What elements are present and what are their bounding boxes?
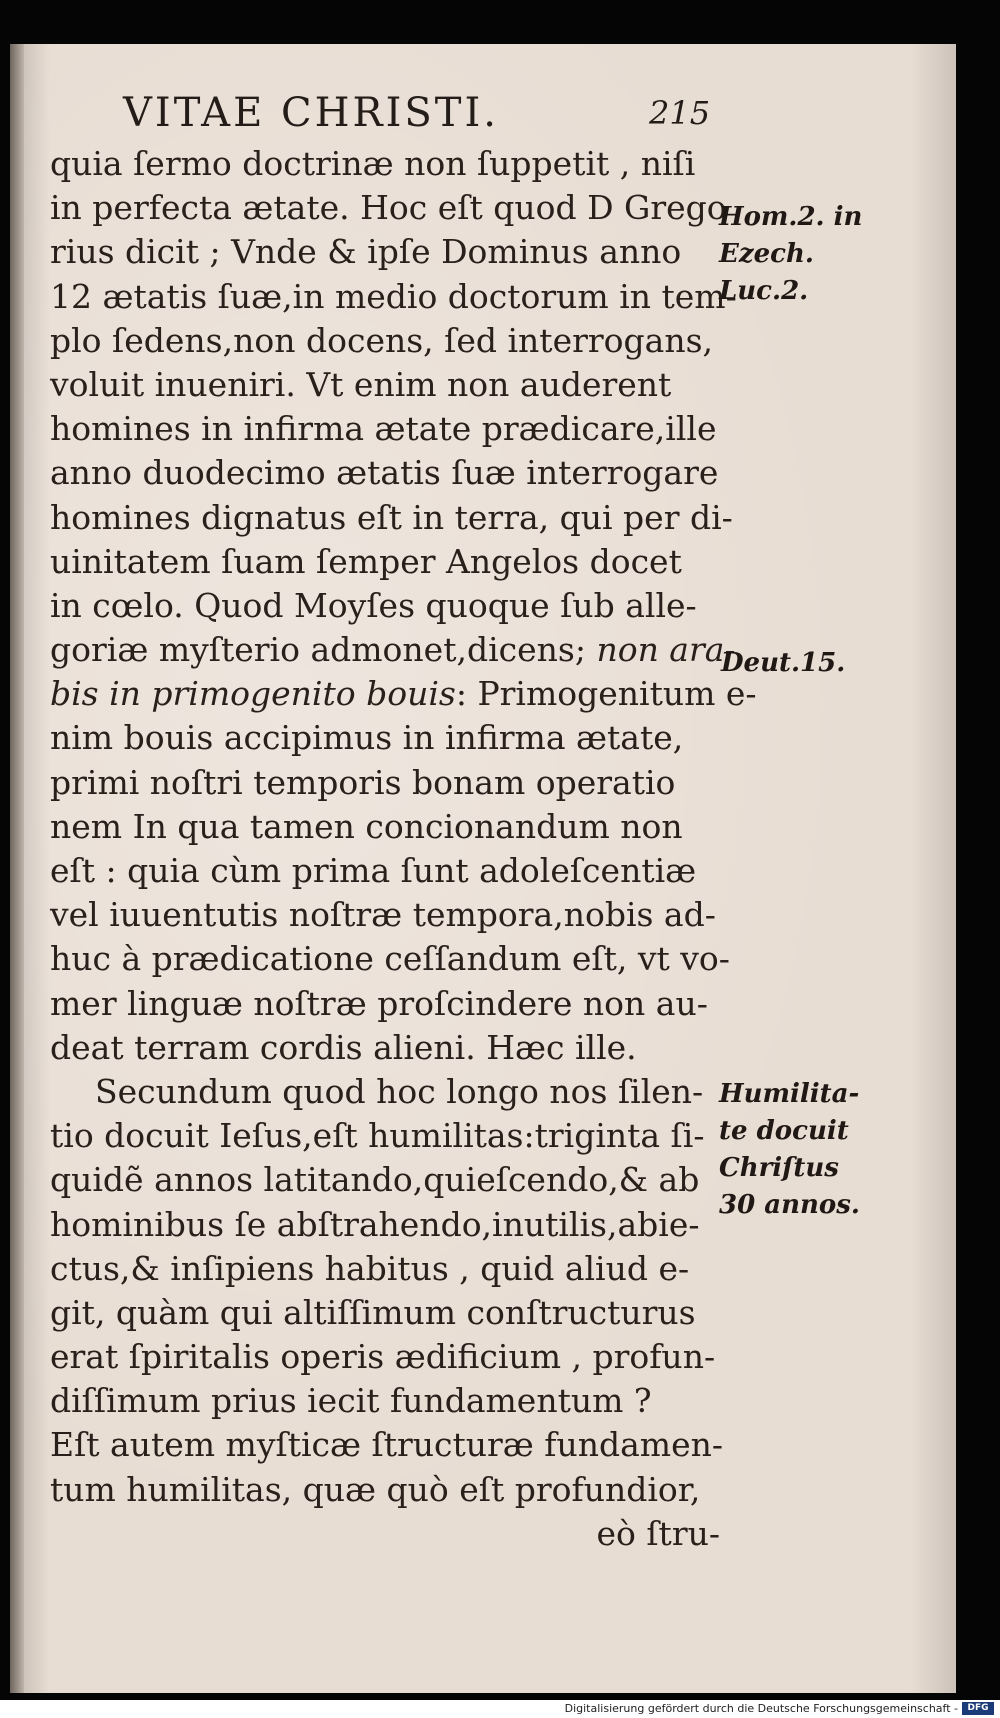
line-text: tio docuit Ieſus,eſt humilitas:triginta ſi- <box>50 1116 705 1156</box>
line-text: deat terram cordis alieni. Hæc ille. <box>50 1027 637 1067</box>
line-text: : Primogenitum e- <box>455 674 757 714</box>
line-text: git, quàm qui altiſſimum conſtructurus <box>50 1292 696 1332</box>
book-page <box>10 44 956 1693</box>
page-number: 215 <box>649 94 711 132</box>
margin-note-line: Ezech. <box>719 239 814 269</box>
margin-note-line: Deut.15. <box>721 648 846 678</box>
margin-note-humilitate <box>719 1076 860 1224</box>
line-text: nim bouis accipimus in infirma ætate, <box>50 718 684 758</box>
line-text: homines dignatus eſt in terra, qui per di- <box>50 497 733 537</box>
margin-note-line: Hom.2. in <box>719 202 863 232</box>
line-text: huc à prædicatione ceſſandum eſt, vt vo- <box>50 939 730 979</box>
line-text: plo ſedens,non docens, ſed interrogans, <box>50 320 713 360</box>
line-text: erat ſpiritalis operis ædificium , profun- <box>50 1337 716 1377</box>
line-text: quidẽ annos latitando,quieſcendo,& ab <box>50 1160 700 1200</box>
line-text: tum humilitas, quæ quò eſt profundior, <box>50 1469 701 1509</box>
line-text: Eſt autem myſticæ ſtructuræ fundamen- <box>50 1425 724 1465</box>
page-gutter <box>10 44 24 1693</box>
line-text: eò ſtru- <box>596 1513 720 1553</box>
line-text: voluit inueniri. Vt enim non auderent <box>50 364 672 404</box>
margin-note-line: Humilita- <box>719 1079 860 1109</box>
line-text: in perfecta ætate. Hoc eſt quod D Grego <box>50 188 727 228</box>
margin-note-line: te docuit <box>719 1116 849 1146</box>
line-text: ctus,& inſipiens habitus , quid aliud e- <box>50 1248 690 1288</box>
dfg-logo: DFG <box>962 1702 994 1715</box>
line-text: diſſimum prius iecit fundamentum ? <box>50 1381 652 1421</box>
margin-note-line: 30 annos. <box>719 1190 860 1220</box>
line-text: anno duodecimo ætatis ſuæ interrogare <box>50 453 719 493</box>
line-text: uinitatem ſuam ſemper Angelos docet <box>50 541 682 581</box>
margin-notes <box>10 44 956 1693</box>
line-text: nem In qua tamen concionandum non <box>50 806 683 846</box>
running-title: VITAE CHRISTI. <box>123 90 499 136</box>
line-text: 12 ætatis ſuæ,in medio doctorum in tem- <box>50 276 737 316</box>
line-text: rius dicit ; Vnde & ipſe Dominus anno <box>50 232 682 272</box>
line-text: in cœlo. Quod Moyſes quoque ſub alle- <box>50 585 697 625</box>
line-text: eſt : quia cùm prima ſunt adoleſcentiæ <box>50 851 697 890</box>
italic-quote: non ara- <box>585 630 736 670</box>
line-text: homines in infirma ætate prædicare,ille <box>50 409 717 449</box>
margin-note-hom-ezech-luc <box>719 199 862 310</box>
line-text: hominibus ſe abſtrahendo,inutilis,abie- <box>50 1204 700 1244</box>
line-text: quia ſermo doctrinæ non ſuppetit , niſi <box>50 144 696 183</box>
line-text: vel iuuentutis noſtræ tempora,nobis ad- <box>50 895 716 935</box>
funding-credit: Digitalisierung gefördert durch die Deutsche Forschungsgemeinschaft - <box>564 1702 958 1715</box>
line-text: goriæ myſterio admonet,dicens; <box>50 630 586 670</box>
line-text: primi noſtri temporis bonam operatio <box>50 762 676 802</box>
margin-note-line: Chriſtus <box>719 1153 839 1183</box>
line-text: Secundum quod hoc longo nos ſilen- <box>95 1071 704 1111</box>
margin-note-line: Luc.2. <box>719 276 809 306</box>
line-text: mer linguæ noſtræ proſcindere non au- <box>50 983 708 1023</box>
margin-note-deut <box>721 645 845 682</box>
italic-quote: bis in primogenito bouis <box>50 674 456 714</box>
